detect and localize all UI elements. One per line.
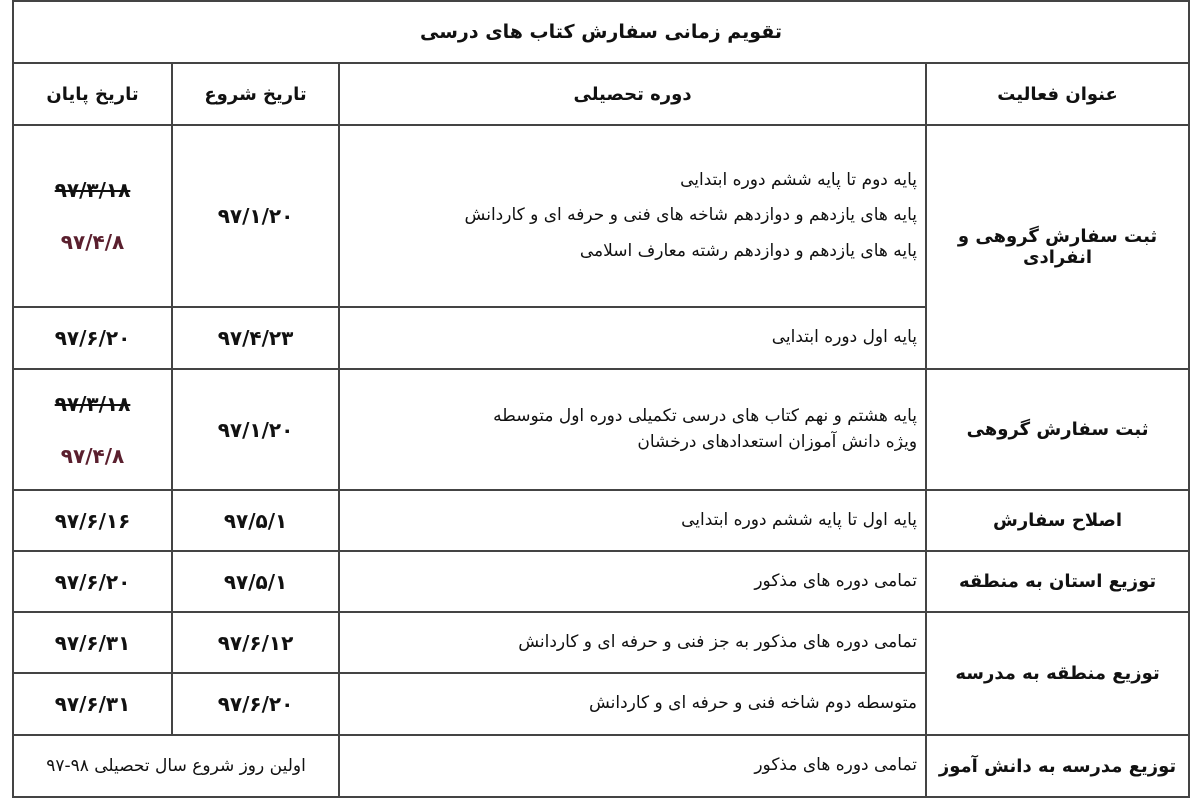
table-title: تقویم زمانی سفارش کتاب های درسی bbox=[13, 1, 1189, 63]
start-date-cell: ۹۷/۵/۱ bbox=[172, 490, 339, 551]
header-row bbox=[13, 63, 1189, 125]
end-date-cell: ۹۷/۶/۲۰ bbox=[13, 307, 172, 369]
course-cell: تمامی دوره های مذکور bbox=[339, 551, 926, 612]
course-line: پایه دوم تا پایه ششم دوره ابتدایی bbox=[680, 170, 918, 191]
revised-date: ۹۷/۴/۸ bbox=[60, 443, 125, 468]
table-row bbox=[13, 612, 1189, 673]
table-row bbox=[13, 125, 1189, 307]
end-date-cell: ۹۷/۶/۳۱ bbox=[13, 612, 172, 673]
course-cell: پایه اول دوره ابتدایی bbox=[339, 307, 926, 369]
course-line: پایه هشتم و نهم کتاب های درسی تکمیلی دوره اول متوسطه bbox=[493, 406, 918, 427]
date-range-cell: اولین روز شروع سال تحصیلی ۹۸-۹۷ bbox=[13, 735, 339, 797]
activity-cell: توزیع منطقه به مدرسه bbox=[926, 612, 1189, 735]
activity-cell: ثبت سفارش گروهی و انفرادی bbox=[926, 125, 1189, 369]
course-cell bbox=[339, 369, 926, 490]
header-course: دوره تحصیلی bbox=[339, 63, 926, 125]
end-date-cell: ۹۷/۶/۳۱ bbox=[13, 673, 172, 735]
start-date-cell: ۹۷/۱/۲۰ bbox=[172, 125, 339, 307]
start-date-cell: ۹۷/۶/۲۰ bbox=[172, 673, 339, 735]
end-date-cell: ۹۷/۶/۱۶ bbox=[13, 490, 172, 551]
start-date-cell: ۹۷/۱/۲۰ bbox=[172, 369, 339, 490]
table-row bbox=[13, 735, 1189, 797]
course-cell: متوسطه دوم شاخه فنی و حرفه ای و کاردانش bbox=[339, 673, 926, 735]
course-line: پایه های یازدهم و دوازدهم رشته معارف اسلامی bbox=[579, 240, 918, 261]
end-date-cell: ۹۷/۶/۲۰ bbox=[13, 551, 172, 612]
activity-cell: توزیع مدرسه به دانش آموز bbox=[926, 735, 1189, 797]
header-activity: عنوان فعالیت bbox=[926, 63, 1189, 125]
activity-cell: توزیع استان به منطقه bbox=[926, 551, 1189, 612]
start-date-cell: ۹۷/۵/۱ bbox=[172, 551, 339, 612]
course-cell: پایه اول تا پایه ششم دوره ابتدایی bbox=[339, 490, 926, 551]
table-row bbox=[13, 490, 1189, 551]
start-date-cell: ۹۷/۶/۱۲ bbox=[172, 612, 339, 673]
struck-date: ۹۷/۳/۱۸ bbox=[54, 178, 131, 202]
start-date-cell: ۹۷/۴/۲۳ bbox=[172, 307, 339, 369]
course-cell bbox=[339, 125, 926, 307]
course-line: پایه های یازدهم و دوازدهم شاخه های فنی و حرفه ای و کاردانش bbox=[464, 205, 918, 226]
end-date-cell bbox=[13, 369, 172, 490]
activity-cell: ثبت سفارش گروهی bbox=[926, 369, 1189, 490]
header-start-date: تاریخ شروع bbox=[172, 63, 339, 125]
course-line: ویژه دانش آموزان استعدادهای درخشان bbox=[637, 431, 918, 452]
header-end-date: تاریخ پایان bbox=[13, 63, 172, 125]
activity-cell: اصلاح سفارش bbox=[926, 490, 1189, 551]
end-date-cell bbox=[13, 125, 172, 307]
table-row bbox=[13, 369, 1189, 490]
revised-date: ۹۷/۴/۸ bbox=[60, 230, 125, 254]
table-row bbox=[13, 551, 1189, 612]
course-cell: تمامی دوره های مذکور به جز فنی و حرفه ای و کاردانش bbox=[339, 612, 926, 673]
schedule-table bbox=[12, 0, 1190, 798]
struck-date: ۹۷/۳/۱۸ bbox=[54, 391, 131, 416]
course-cell: تمامی دوره های مذکور bbox=[339, 735, 926, 797]
